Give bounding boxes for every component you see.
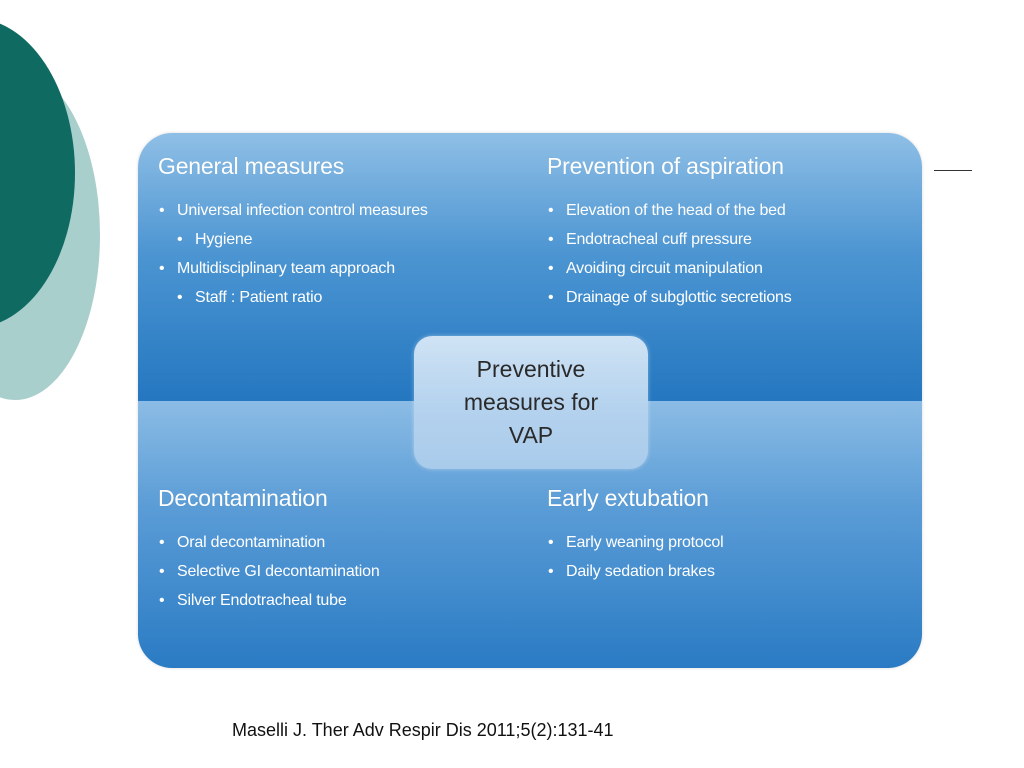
list-item: • Avoiding circuit manipulation xyxy=(547,254,907,283)
quadrant-items xyxy=(547,196,907,312)
quadrant-prevention-of-aspiration xyxy=(547,153,907,312)
quadrant-decontamination xyxy=(158,485,528,615)
list-item: • Drainage of subglottic secretions xyxy=(547,283,907,312)
list-item: • Oral decontamination xyxy=(158,528,528,557)
list-item: • Multidisciplinary team approach xyxy=(158,254,528,283)
list-item: • Selective GI decontamination xyxy=(158,557,528,586)
quadrant-title: General measures xyxy=(158,153,344,179)
list-item: • Daily sedation brakes xyxy=(547,557,907,586)
quadrant-items xyxy=(158,196,528,312)
citation: Maselli J. Ther Adv Respir Dis 2011;5(2):131-41 xyxy=(232,720,614,740)
decorative-line xyxy=(934,170,972,171)
list-item: • Universal infection control measures xyxy=(158,196,528,225)
list-subitem: • Staff : Patient ratio xyxy=(158,283,528,312)
quadrant-title: Decontamination xyxy=(158,485,328,511)
list-subitem: • Hygiene xyxy=(158,225,528,254)
quadrant-early-extubation xyxy=(547,485,907,586)
quadrant-general-measures xyxy=(158,153,528,312)
center-box xyxy=(414,336,648,469)
list-item: • Endotracheal cuff pressure xyxy=(547,225,907,254)
quadrant-title: Early extubation xyxy=(547,485,709,511)
vap-prevention-diagram xyxy=(138,133,922,668)
list-item: • Silver Endotracheal tube xyxy=(158,586,528,615)
list-item: • Elevation of the head of the bed xyxy=(547,196,907,225)
quadrant-items xyxy=(158,528,528,615)
quadrant-title: Prevention of aspiration xyxy=(547,153,784,179)
quadrant-items xyxy=(547,528,907,586)
center-label: Preventive measures for VAP xyxy=(463,356,599,448)
list-item: • Early weaning protocol xyxy=(547,528,907,557)
